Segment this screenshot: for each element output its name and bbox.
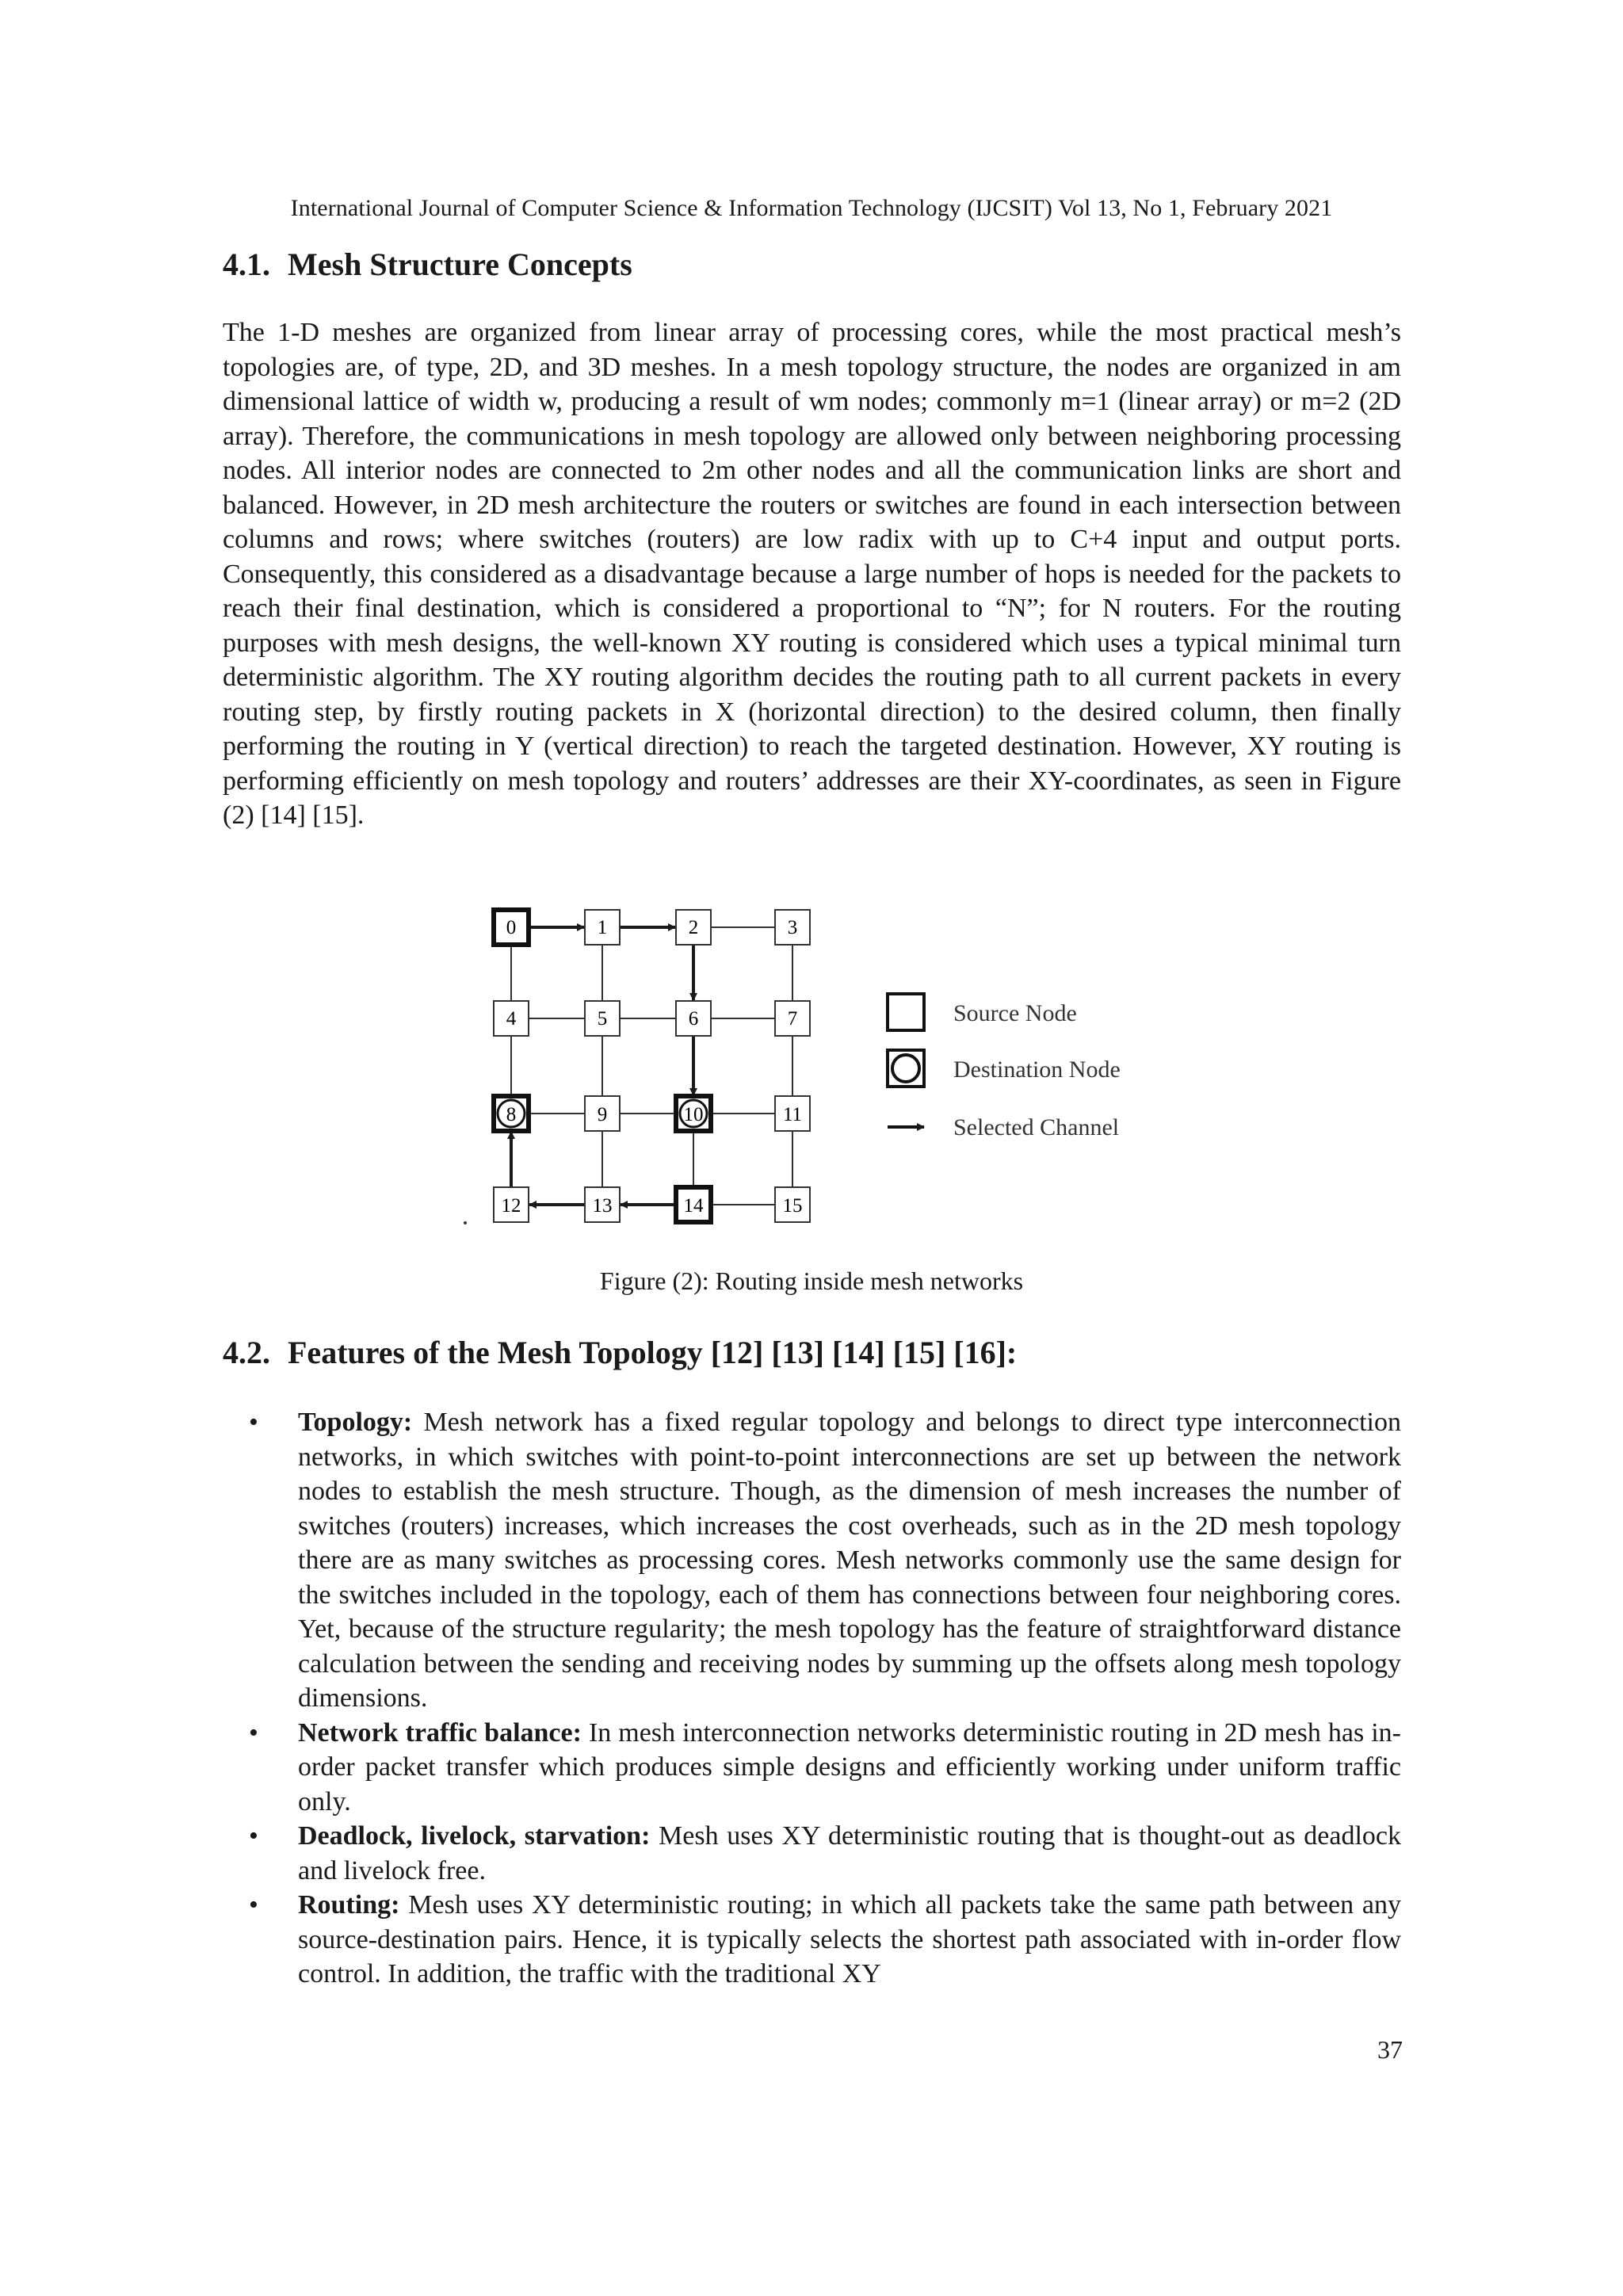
node-12 — [494, 1187, 529, 1222]
node-10 — [676, 1096, 711, 1131]
bullet-icon: • — [249, 1821, 258, 1851]
section-title: Mesh Structure Concepts — [288, 246, 632, 282]
svg-text:13: 13 — [592, 1195, 613, 1217]
node-6 — [676, 1001, 711, 1036]
legend-destination — [888, 1050, 1121, 1087]
node-4 — [494, 1001, 529, 1036]
section-number: 4.2. — [223, 1335, 270, 1370]
figure-legend — [888, 994, 1121, 1140]
bullet-text: Mesh network has a fixed regular topology and belongs to direct type interconnection networks, in which switches with point-to-point interconnections are set up between the network nodes to establish the mesh structure. Though, as the dimension of mesh increases the number of switches (routers) increases, which increases the cost overheads, such as in the 2D mesh topology there are as many switches as processing cores. Mesh networks commonly use the same design for the switches included in the topology, each of them has connections between four neighboring cores. Yet, because of the structure regularity; the mesh topology has the feature of straightforward distance calculation between the sending and receiving nodes by summing up the offsets along mesh topology dimensions. — [298, 1408, 1401, 1713]
bullet-term: Routing: — [298, 1890, 400, 1920]
svg-text:14: 14 — [683, 1195, 704, 1217]
node-14 — [676, 1187, 711, 1222]
node-13 — [585, 1187, 620, 1222]
mesh-links — [511, 927, 792, 1205]
svg-text:10: 10 — [683, 1104, 704, 1125]
svg-text:8: 8 — [506, 1104, 517, 1125]
node-7 — [775, 1001, 810, 1036]
list-item — [223, 1716, 1401, 1820]
node-5 — [585, 1001, 620, 1036]
bullet-text: Mesh uses XY deterministic routing that is thought-out as deadlock and livelock free. — [298, 1821, 1401, 1885]
section-4-2-heading — [223, 1334, 1017, 1371]
svg-text:15: 15 — [782, 1195, 803, 1217]
section-number: 4.1. — [223, 246, 270, 282]
svg-text:Destination Node: Destination Node — [953, 1056, 1121, 1083]
svg-text:7: 7 — [787, 1008, 798, 1030]
node-0 — [494, 910, 529, 945]
bullet-term: Deadlock, livelock, starvation: — [298, 1821, 651, 1851]
node-8 — [494, 1096, 529, 1131]
figure-dot — [464, 1221, 467, 1224]
svg-text:2: 2 — [688, 917, 699, 938]
bullet-icon: • — [249, 1408, 258, 1437]
list-item — [223, 1405, 1401, 1716]
figure-caption: Figure (2): Routing inside mesh networks — [599, 1266, 1024, 1295]
svg-text:Source Node: Source Node — [953, 1000, 1077, 1026]
node-11 — [775, 1096, 810, 1131]
svg-text:5: 5 — [597, 1008, 608, 1030]
node-15 — [775, 1187, 810, 1222]
node-3 — [775, 910, 810, 945]
page-number: 37 — [1377, 2035, 1403, 2064]
mesh-diagram — [444, 896, 1205, 1244]
bullet-text: In mesh interconnection networks deterministic routing in 2D mesh has in-order packet transfer which produces simple designs and efficiently working under uniform traffic only. — [298, 1717, 1401, 1817]
svg-text:Selected Channel: Selected Channel — [953, 1114, 1120, 1140]
section-4-1-heading — [223, 246, 632, 283]
svg-text:12: 12 — [501, 1195, 521, 1217]
svg-text:9: 9 — [597, 1104, 608, 1125]
mesh-routing-figure — [444, 896, 1205, 1244]
bullet-icon: • — [249, 1890, 258, 1920]
bullet-term: Network traffic balance: — [298, 1717, 582, 1748]
svg-text:6: 6 — [688, 1008, 699, 1030]
bullet-text: Mesh uses XY deterministic routing; in which all packets take the same path between any source-destination pairs. Hence, it is typically selects the shortest path associated with in-order flow control. In addition, the traffic with the traditional XY — [298, 1890, 1401, 1988]
section-title: Features of the Mesh Topology [12] [13] [14] [15] [16]: — [288, 1335, 1018, 1370]
source-node-icon — [888, 994, 924, 1030]
bullet-term: Topology: — [298, 1408, 413, 1437]
node-9 — [585, 1096, 620, 1131]
svg-text:4: 4 — [506, 1008, 517, 1030]
bullet-icon: • — [249, 1717, 258, 1748]
list-item — [223, 1888, 1401, 1992]
node-1 — [585, 910, 620, 945]
svg-text:11: 11 — [782, 1104, 803, 1125]
node-2 — [676, 910, 711, 945]
list-item — [223, 1819, 1401, 1888]
svg-text:3: 3 — [787, 917, 798, 938]
legend-channel — [888, 1114, 1119, 1140]
features-list — [223, 1405, 1401, 1992]
legend-source — [888, 994, 1077, 1030]
svg-text:1: 1 — [597, 917, 608, 938]
mesh-concepts-paragraph: The 1-D meshes are organized from linear array of processing cores, while the most practical mesh’s topologies are, of type, 2D, and 3D meshes. In a mesh topology structure, the nodes are organized in am dimensional lattice of width w, producing a result of wm nodes; commonly m=1 (linear array) or m=2 (2D array). Therefore, the communications in mesh topology are allowed only between neighboring processing nodes. All interior nodes are connected to 2m other nodes and all the communication links are short and balanced. However, in 2D mesh architecture the routers or switches are found in each intersection between columns and rows; where switches (routers) are low radix with up to C+4 input and output ports. Consequently, this considered as a disadvantage because a large number of hops is needed for the packets to reach their final destination, which is considered a proportional to “N”; for N routers. For the routing purposes with mesh designs, the well-known XY routing is considered which uses a typical minimal turn deterministic algorithm. The XY routing algorithm decides the routing path to all current packets in every routing step, by firstly routing packets in X (horizontal direction) to the desired column, then finally performing the routing in Y (vertical direction) to reach the targeted destination. However, XY routing is performing efficiently on mesh topology and routers’ addresses are their XY-coordinates, as seen in Figure (2) [14] [15]. — [223, 318, 1401, 830]
svg-text:0: 0 — [506, 917, 517, 938]
journal-header: International Journal of Computer Science & Information Technology (IJCSIT) Vol 13, No 1, February 2021 — [290, 195, 1333, 221]
